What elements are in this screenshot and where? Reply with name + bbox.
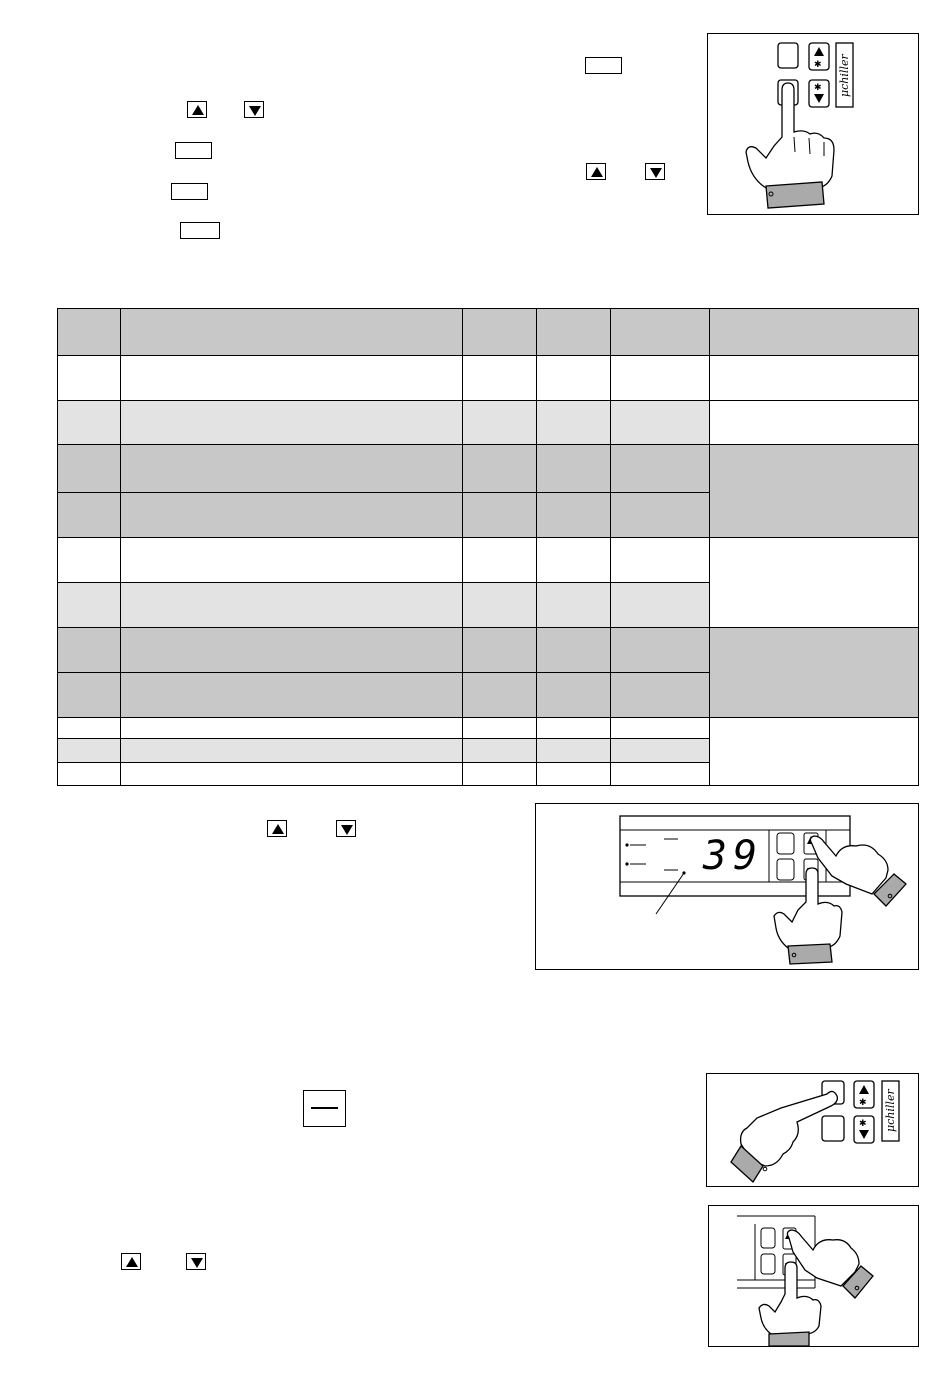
up-arrow-icon — [267, 820, 287, 837]
table-cell — [463, 538, 537, 583]
table-cell — [611, 356, 710, 401]
table-cell — [710, 445, 919, 538]
keypad-figure-2 — [706, 1073, 919, 1187]
header-cell — [611, 309, 710, 356]
table-cell — [121, 445, 463, 493]
table-cell — [121, 673, 463, 718]
table-cell — [58, 763, 121, 786]
brand-label: μchiller — [838, 54, 851, 98]
keypad-figure-1 — [707, 33, 919, 215]
table-cell — [537, 493, 611, 538]
table-cell — [710, 538, 919, 628]
display-figure — [535, 803, 919, 970]
table-cell — [58, 401, 121, 445]
table-cell — [537, 628, 611, 673]
table-cell — [121, 718, 463, 739]
table-cell — [463, 763, 537, 786]
table-cell — [537, 718, 611, 739]
down-arrow-icon — [336, 820, 356, 837]
table-cell — [463, 673, 537, 718]
table-cell — [537, 739, 611, 763]
table-header-row — [58, 309, 919, 356]
down-arrow-icon — [645, 163, 665, 180]
table-cell — [463, 401, 537, 445]
table-cell — [121, 356, 463, 401]
header-cell — [537, 309, 611, 356]
table-cell — [58, 718, 121, 739]
table-cell — [537, 538, 611, 583]
parameter-table — [57, 308, 919, 786]
table-cell — [710, 718, 919, 786]
table-cell — [58, 739, 121, 763]
table-cell — [121, 538, 463, 583]
table-cell — [58, 538, 121, 583]
key-button-icon — [585, 57, 622, 74]
header-cell — [710, 309, 919, 356]
table-cell — [611, 493, 710, 538]
keypad-illustration — [709, 1206, 920, 1348]
keypad-figure-3 — [708, 1205, 919, 1347]
table-cell — [463, 718, 537, 739]
table-cell — [611, 739, 710, 763]
table-cell — [58, 583, 121, 628]
key-button-icon — [171, 183, 208, 200]
table-cell — [58, 628, 121, 673]
table-cell — [121, 628, 463, 673]
table-cell — [58, 493, 121, 538]
table-cell — [537, 445, 611, 493]
table-row — [58, 356, 919, 401]
table-cell — [121, 493, 463, 538]
svg-text:✱: ✱ — [859, 1119, 867, 1129]
keypad-illustration — [708, 34, 920, 216]
table-row — [58, 401, 919, 445]
table-cell — [463, 493, 537, 538]
table-row — [58, 718, 919, 739]
temperature-readout: 39 — [702, 833, 764, 879]
table-cell — [121, 739, 463, 763]
table-cell — [121, 401, 463, 445]
table-cell — [463, 445, 537, 493]
up-arrow-icon — [121, 1253, 141, 1270]
table-cell — [537, 673, 611, 718]
key-button-icon — [180, 222, 220, 239]
table-cell — [463, 628, 537, 673]
table-cell — [537, 356, 611, 401]
table-cell — [611, 628, 710, 673]
table-cell — [463, 356, 537, 401]
table-cell — [611, 445, 710, 493]
down-arrow-icon — [244, 101, 264, 118]
table-cell — [611, 401, 710, 445]
table-cell — [58, 445, 121, 493]
table-cell — [121, 763, 463, 786]
table-row — [58, 628, 919, 673]
down-arrow-icon — [186, 1253, 206, 1270]
table-cell — [463, 583, 537, 628]
up-arrow-icon — [586, 163, 606, 180]
table-cell — [463, 739, 537, 763]
table-cell — [611, 718, 710, 739]
table-cell — [611, 538, 710, 583]
header-cell — [58, 309, 121, 356]
table-cell — [58, 356, 121, 401]
table-row — [58, 445, 919, 493]
table-cell — [611, 583, 710, 628]
table-cell — [710, 401, 919, 445]
table-cell — [537, 583, 611, 628]
table-cell — [710, 356, 919, 401]
key-button-icon — [303, 1090, 346, 1127]
table-cell — [710, 628, 919, 718]
table-cell — [611, 673, 710, 718]
table-cell — [611, 763, 710, 786]
header-cell — [121, 309, 463, 356]
svg-text:✱: ✱ — [814, 60, 822, 70]
key-line — [311, 1107, 338, 1109]
brand-label: μchiller — [884, 1089, 897, 1133]
table-row — [58, 538, 919, 583]
key-button-icon — [175, 142, 212, 159]
table-cell — [537, 763, 611, 786]
table-cell — [58, 673, 121, 718]
header-cell — [463, 309, 537, 356]
up-arrow-icon — [187, 101, 207, 118]
svg-text:✱: ✱ — [859, 1098, 867, 1108]
table-cell — [537, 401, 611, 445]
table-cell — [121, 583, 463, 628]
svg-text:✱: ✱ — [814, 83, 822, 93]
